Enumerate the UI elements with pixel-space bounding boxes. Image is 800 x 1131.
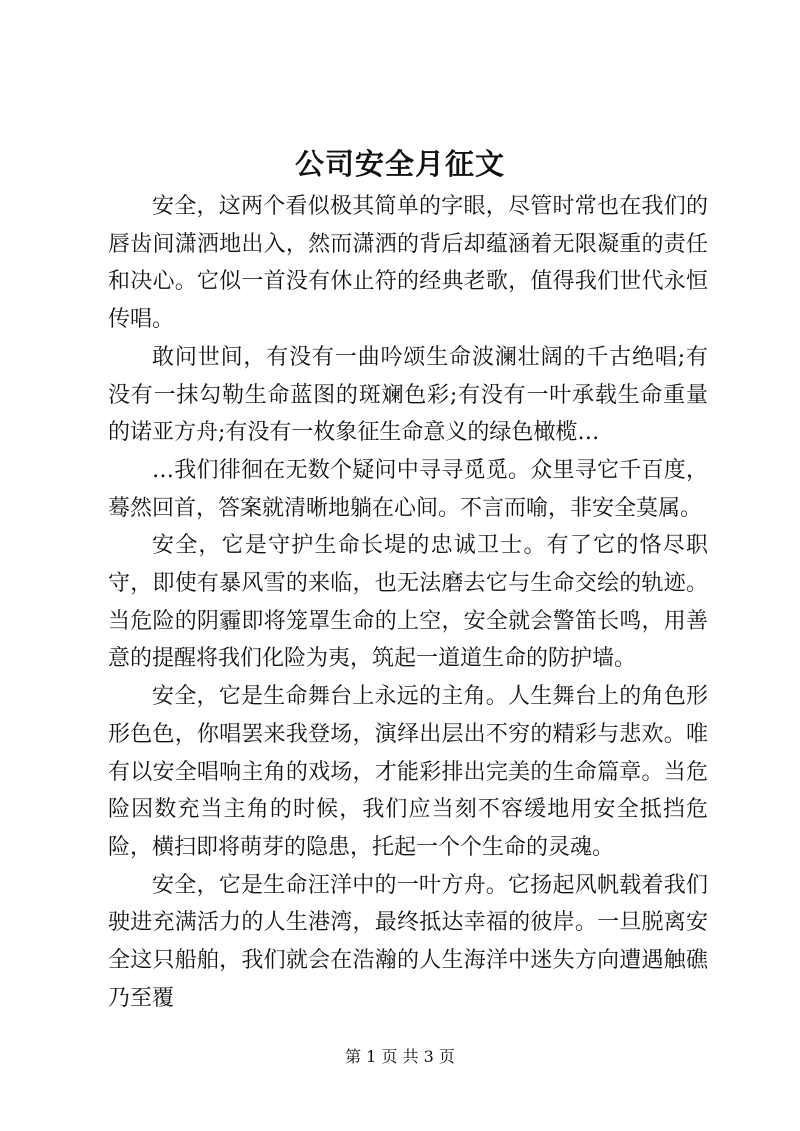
document-title: 公司安全月征文 [294,147,505,181]
paragraph-1: 安全，这两个看似极其简单的字眼，尽管时常也在我们的唇齿间潇洒地出入，然而潇洒的背后却蕴涵着无限凝重的责任和决心。它似一首没有休止符的经典老歌，值得我们世代永恒传唱。 [108,194,708,333]
paragraph-6: 安全，它是生命汪洋中的一叶方舟。它扬起风帆载着我们驶进充满活力的人生港湾，最终抵达幸福的彼岸。一旦脱离安全这只船舶，我们就会在浩瀚的人生海洋中迷失方向遭遇触礁乃至覆 [108,872,708,1011]
document-body [108,188,708,1017]
paragraph-4: 安全，它是守护生命长堤的忠诚卫士。有了它的恪尽职守，即使有暴风雪的来临，也无法磨去它与生命交绘的轨迹。当危险的阴霾即将笼罩生命的上空，安全就会警笛长鸣，用善意的提醒将我们化险为夷，筑起一道道生命的防护墙。 [108,533,708,672]
paragraph-2: 敢问世间，有没有一曲吟颂生命波澜壮阔的千古绝唱;有没有一抹勾勒生命蓝图的斑斓色彩;有没有一叶承载生命重量的诺亚方舟;有没有一枚象征生命意义的绿色橄榄… [108,344,708,446]
page-number-footer: 第 1 页 共 3 页 [345,1047,455,1066]
paragraph-5: 安全，它是生命舞台上永远的主角。人生舞台上的角色形形色色，你唱罢来我登场，演绎出层出不穷的精彩与悲欢。唯有以安全唱响主角的戏场，才能彩排出完美的生命篇章。当危险因数充当主角的时候，我们应当刻不容缓地用安全抵挡危险，横扫即将萌芽的隐患，托起一个个生命的灵魂。 [108,684,708,860]
paragraph-3: …我们徘徊在无数个疑问中寻寻觅觅。众里寻它千百度，蓦然回首，答案就清晰地躺在心间。不言而喻，非安全莫属。 [108,457,708,521]
